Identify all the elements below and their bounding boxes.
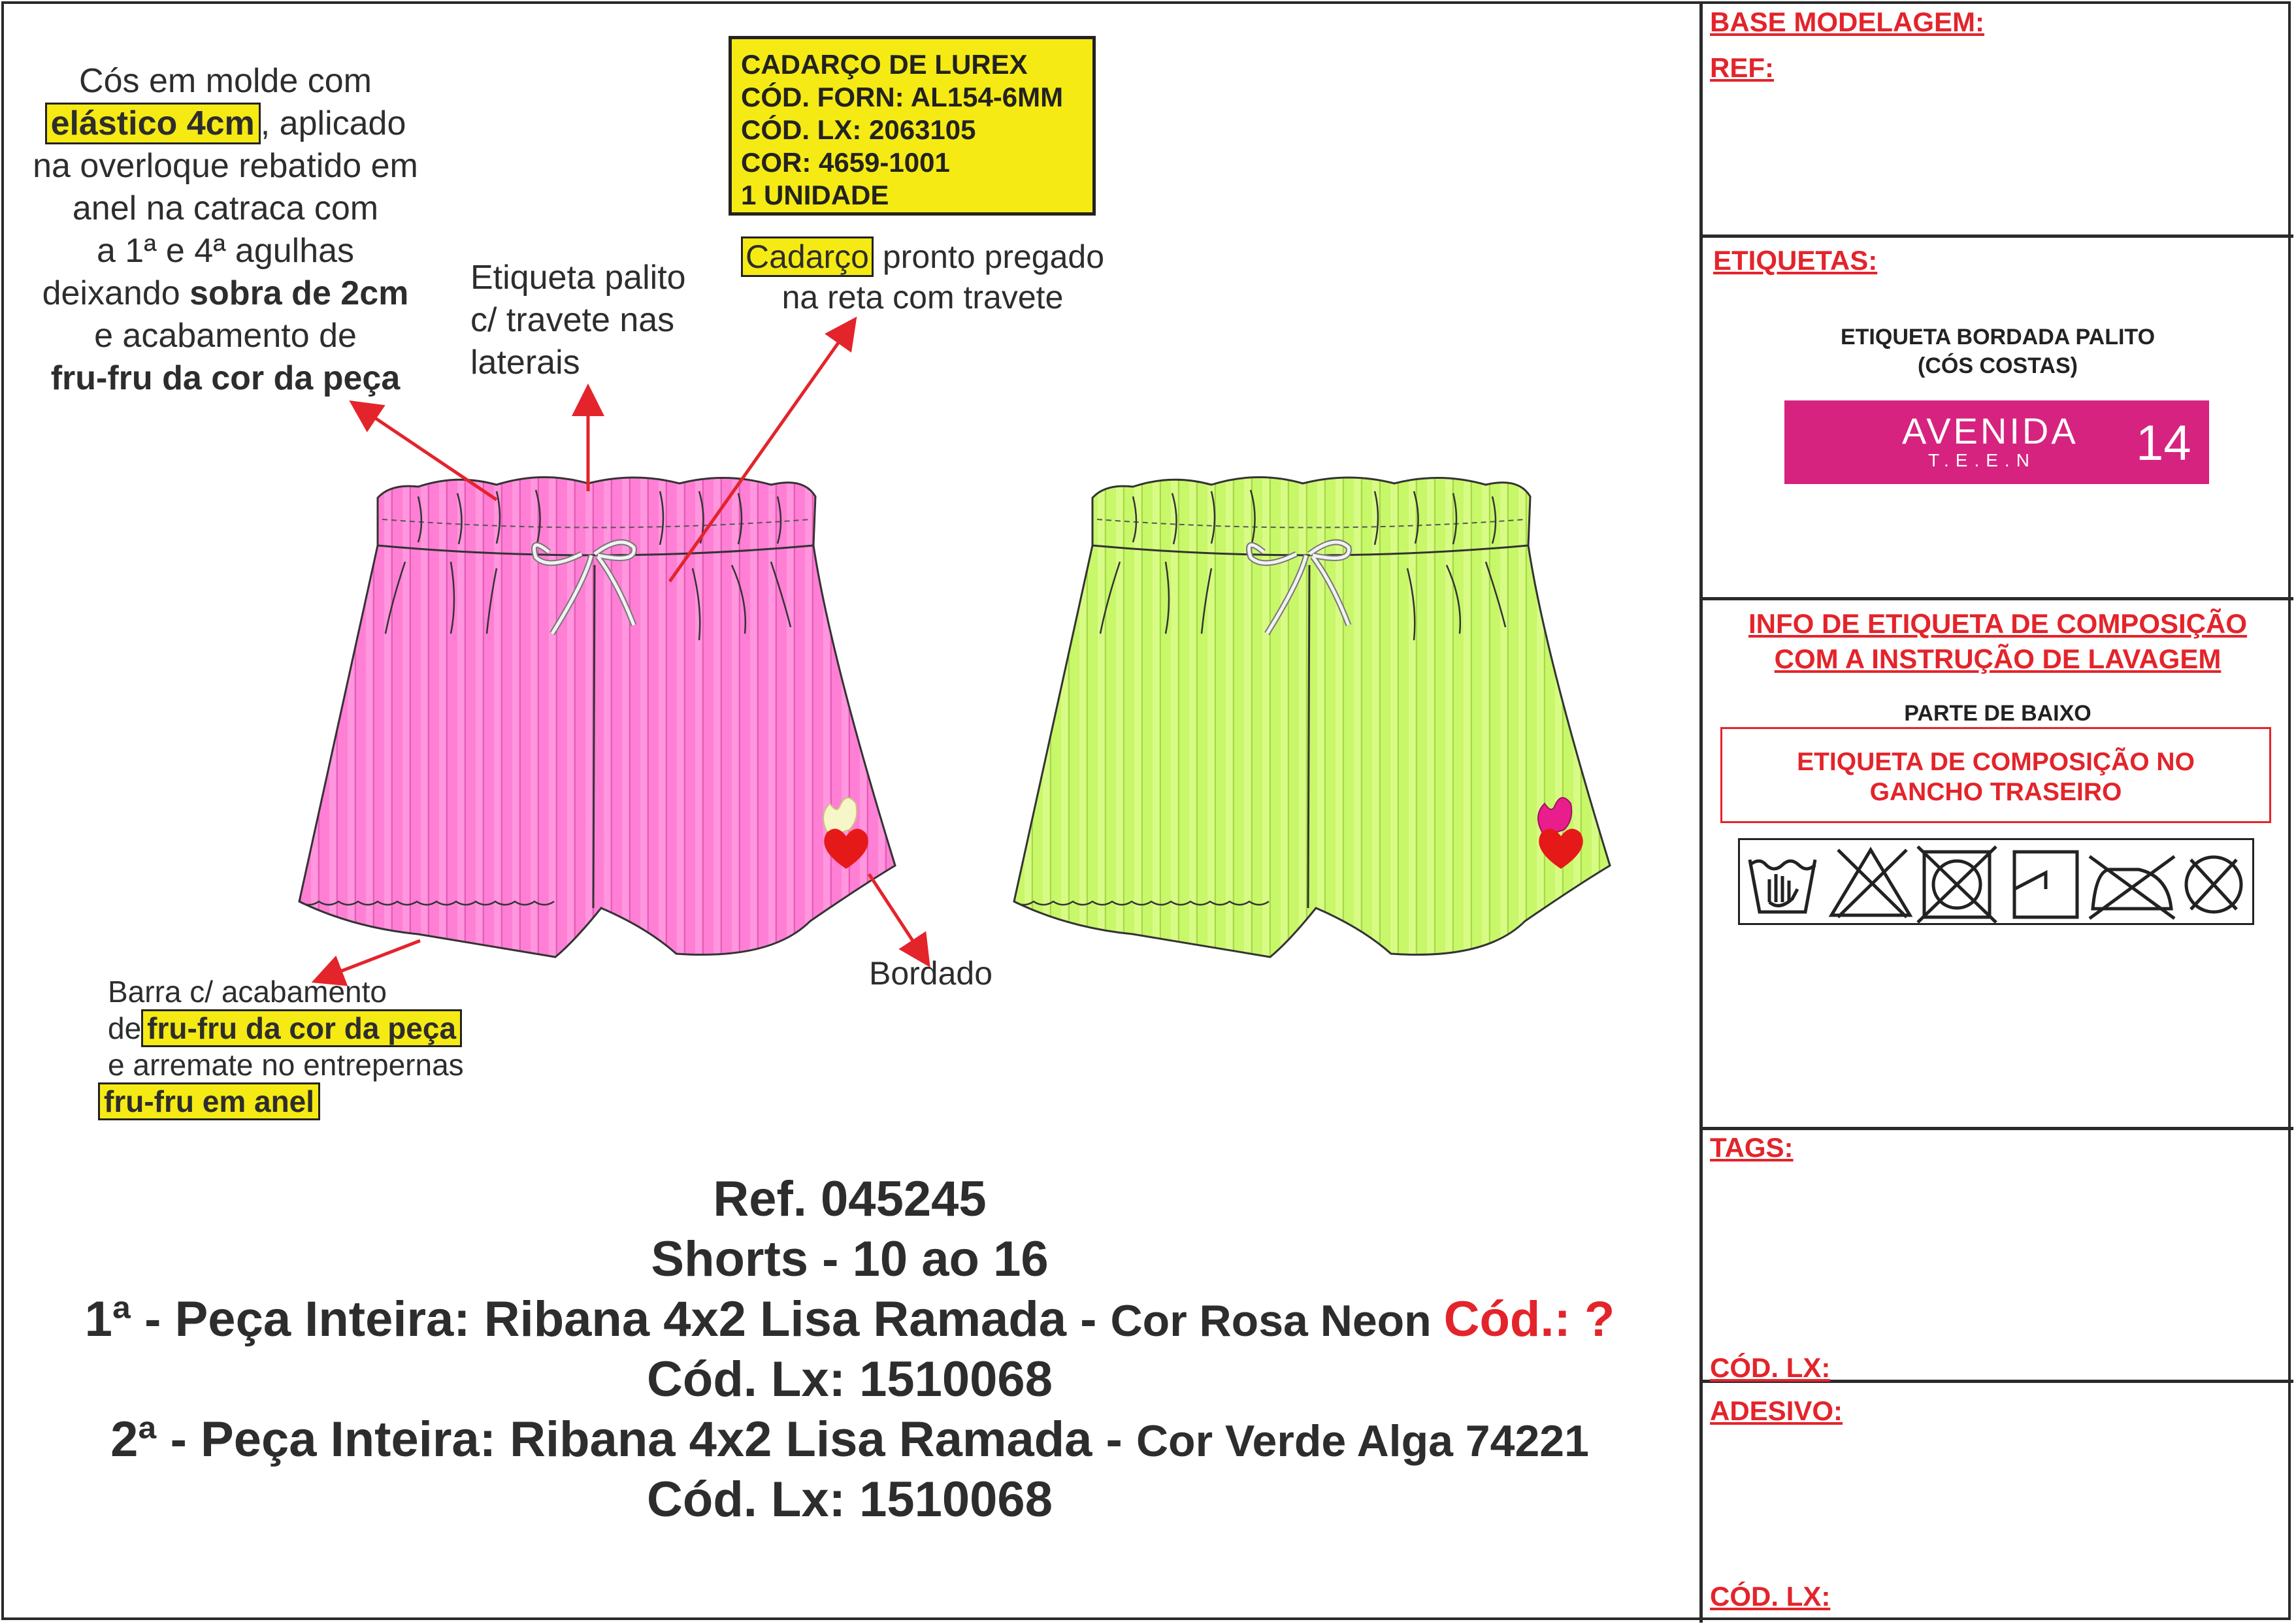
composition-line-2: GANCHO TRASEIRO	[1869, 778, 2122, 806]
fabric-line-2	[0, 1410, 1699, 1471]
do-not-iron-icon	[2090, 856, 2174, 918]
brand-sub: T.E.E.N	[1928, 450, 2036, 470]
waistband-line-2	[0, 103, 451, 145]
hem-line-1: Barra c/ acabamento	[108, 975, 387, 1009]
hem-line-2-pre: de	[108, 1011, 142, 1045]
tags-cod-lx-label: CÓD. LX:	[1710, 1352, 1831, 1383]
waistband-line-6-pre: deixando	[42, 274, 190, 312]
waistband-line-5: a 1ª e 4ª agulhas	[96, 232, 355, 270]
waistband-line-8: fru-fru da cor da peça	[50, 359, 401, 397]
elastic-highlight: elástico 4cm	[45, 103, 261, 144]
do-not-bleach-icon	[1831, 850, 1910, 917]
line-dry-icon	[2014, 852, 2077, 917]
hand-wash-icon	[1750, 860, 1815, 912]
product-ref: Ref. 045245	[713, 1171, 987, 1227]
waistband-line-7: e acabamento de	[94, 317, 357, 355]
product-name: Shorts - 10 ao 16	[651, 1231, 1049, 1287]
drawstring-spec-line-5: 1 UNIDADE	[741, 180, 889, 210]
waistband-note	[0, 60, 451, 400]
drawstring-spec-box	[729, 36, 1096, 216]
waistband-line-1: Cós em molde com	[79, 62, 372, 100]
waistband-line-4: anel na catraca com	[72, 189, 379, 227]
hem-line-4-highlight: fru-fru em anel	[98, 1082, 320, 1120]
fabric-1-main: 1ª - Peça Inteira: Ribana 4x2 Lisa Ramada -	[84, 1291, 1111, 1347]
drawstring-spec-line-4: COR: 4659-1001	[741, 147, 950, 178]
info-title-line-2: COM A INSTRUÇÃO DE LAVAGEM	[1774, 643, 2222, 674]
composition-line-1: ETIQUETA DE COMPOSIÇÃO NO	[1797, 748, 2195, 776]
hem-note	[98, 973, 464, 1120]
brand-name: AVENIDA	[1902, 410, 2078, 451]
adesivo-label: ADESIVO:	[1710, 1395, 1843, 1426]
etiqueta-bordada-line-1: ETIQUETA BORDADA PALITO	[1840, 325, 2156, 349]
fabric-1-code: Cód.: ?	[1443, 1291, 1615, 1347]
drawstring-spec-line-3: CÓD. LX: 2063105	[741, 114, 976, 145]
fabric-1-lx: Cód. Lx: 1510068	[647, 1352, 1053, 1407]
sidebar-divider-1	[1699, 235, 2293, 238]
waistband-line-6	[0, 272, 451, 315]
etiqueta-bordada-line-2: (CÓS COSTAS)	[1918, 353, 2078, 378]
waistband-line-2-rest: , aplicado	[260, 105, 406, 142]
composition-box	[1720, 727, 2271, 823]
fabric-2-main: 2ª - Peça Inteira: Ribana 4x2 Lisa Ramada -	[110, 1412, 1136, 1467]
embroidery-note: Bordado	[869, 955, 993, 992]
parte-de-baixo: PARTE DE BAIXO	[1904, 701, 2091, 726]
fabric-line-1	[0, 1290, 1699, 1351]
label-stick-line-3: laterais	[470, 344, 580, 382]
care-symbols	[1738, 838, 2254, 925]
base-modelagem-label: BASE MODELAGEM:	[1710, 7, 1984, 37]
drawstring-note	[727, 236, 1119, 317]
waistband-line-3: na overloque rebatido em	[33, 147, 418, 185]
fabric-1-color: Cor Rosa Neon	[1110, 1296, 1444, 1346]
hem-line-3: e arremate no entrepernas	[108, 1048, 464, 1082]
hem-line-2-highlight: fru-fru da cor da peça	[141, 1009, 462, 1047]
label-stick-line-1: Etiqueta palito	[470, 259, 686, 297]
tags-label: TAGS:	[1710, 1132, 1794, 1163]
drawstring-note-line-1	[727, 236, 1119, 277]
drawstring-spec-line-1: CADARÇO DE LUREX	[741, 49, 1028, 80]
label-stick-line-2: c/ travete nas	[470, 301, 675, 339]
hem-line-4	[98, 1083, 464, 1120]
green-shorts	[1014, 477, 1610, 957]
fabric-2-color: Cor Verde Alga 74221	[1136, 1416, 1589, 1466]
do-not-tumble-dry-icon	[1918, 847, 1996, 922]
sidebar-divider-2	[1699, 597, 2293, 600]
drawstring-note-line-2: na reta com travete	[781, 279, 1064, 316]
hem-line-2	[98, 1010, 464, 1047]
drawstring-highlight: Cadarço	[741, 236, 874, 277]
fabric-2-lx: Cód. Lx: 1510068	[647, 1472, 1053, 1527]
adesivo-cod-lx-label: CÓD. LX:	[1710, 1581, 1831, 1612]
label-stick-note	[470, 257, 686, 384]
do-not-dry-clean-icon	[2186, 857, 2241, 912]
drawstring-note-rest: pronto pregado	[873, 238, 1105, 275]
brand-label	[1784, 400, 2209, 484]
brand-size: 14	[2136, 415, 2191, 471]
drawstring-spec-line-2: CÓD. FORN: AL154-6MM	[741, 82, 1064, 112]
etiquetas-label: ETIQUETAS:	[1713, 245, 1878, 276]
waistband-line-6-bold: sobra de 2cm	[189, 274, 409, 312]
sidebar-divider-3	[1699, 1127, 2293, 1130]
info-title-line-1: INFO DE ETIQUETA DE COMPOSIÇÃO	[1748, 608, 2248, 639]
pink-shorts	[299, 477, 895, 957]
ref-label: REF:	[1710, 52, 1774, 83]
